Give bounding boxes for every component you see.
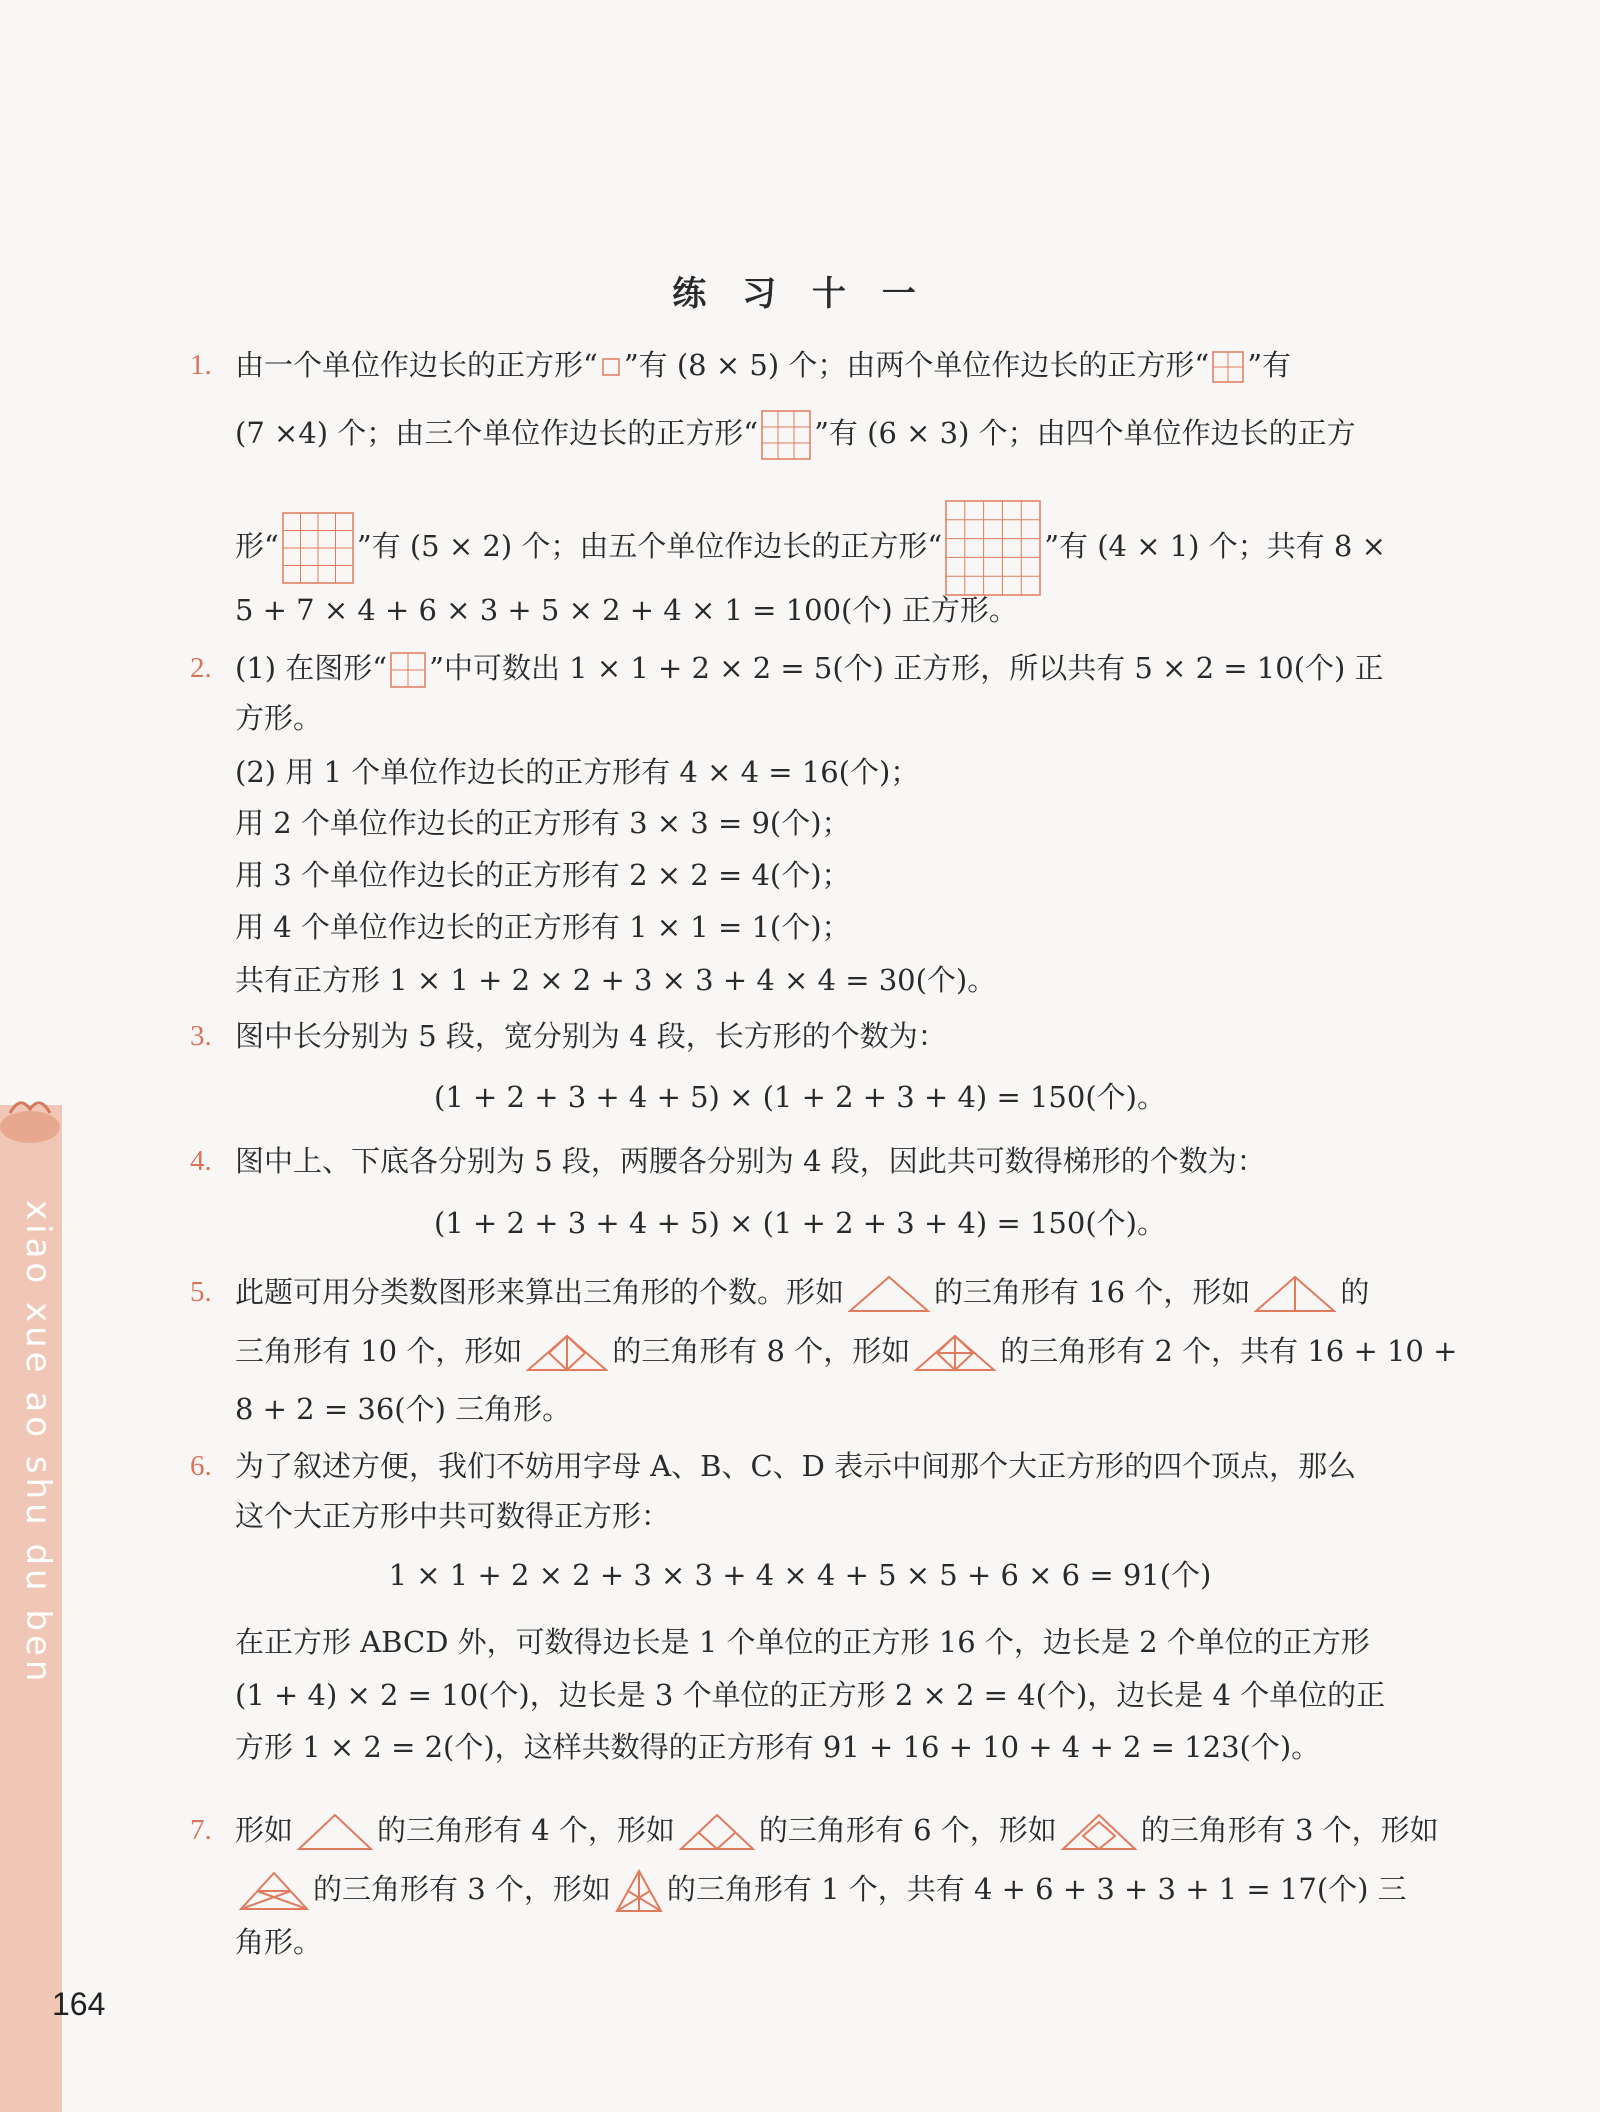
triangle-inner-v-icon bbox=[678, 1812, 756, 1852]
item-6-line-5: 方形 1 × 2 = 2(个)，这样共数得的正方形有 91 + 16 + 10 + 4 + 2 = 123(个)。 bbox=[235, 1730, 1321, 1764]
item-2-number: 2. bbox=[190, 652, 212, 684]
grid-3x3-icon bbox=[761, 410, 811, 460]
item-4-number: 4. bbox=[190, 1145, 212, 1177]
item-3-number: 3. bbox=[190, 1020, 212, 1052]
item-2-line-7: 共有正方形 1 × 1 + 2 × 2 + 3 × 3 + 4 × 4 = 30(个)。 bbox=[235, 963, 997, 997]
item-2-line-6: 用 4 个单位作边长的正方形有 1 × 1 = 1(个)； bbox=[235, 910, 851, 944]
item-2-line-4: 用 2 个单位作边长的正方形有 3 × 3 = 9(个)； bbox=[235, 806, 851, 840]
triangle-diamond-icon bbox=[525, 1333, 609, 1373]
item-4-formula: (1 + 2 + 3 + 4 + 5) × (1 + 2 + 3 + 4) = 150(个)。 bbox=[434, 1206, 1166, 1240]
item-5-line-3: 8 + 2 = 36(个) 三角形。 bbox=[235, 1392, 572, 1426]
page-title: 练 习 十 一 bbox=[672, 274, 928, 314]
item-2-line-3: (2) 用 1 个单位作边长的正方形有 4 × 4 = 16(个)； bbox=[235, 755, 920, 789]
page-number: 164 bbox=[52, 1986, 106, 2022]
item-6-number: 6. bbox=[190, 1450, 212, 1482]
item-1-number: 1. bbox=[190, 349, 212, 381]
item-6-line-2: 这个大正方形中共可数得正方形： bbox=[235, 1499, 671, 1533]
item-7-line-2: 的三角形有 3 个，形如 的三角形有 1 个，共有 4 + 6 + 3 + 3 + 1 = 17(个) 三 bbox=[235, 1868, 1407, 1914]
item-4-line-1: 图中上、下底各分别为 5 段，两腰各分别为 4 段，因此共可数得梯形的个数为： bbox=[235, 1144, 1266, 1178]
item-5-line-1: 此题可用分类数图形来算出三角形的个数。形如 的三角形有 16 个，形如 的 bbox=[235, 1272, 1369, 1314]
item-3-formula: (1 + 2 + 3 + 4 + 5) × (1 + 2 + 3 + 4) = 150(个)。 bbox=[434, 1080, 1166, 1114]
item-6-formula: 1 × 1 + 2 × 2 + 3 × 3 + 4 × 4 + 5 × 5 + 6 × 6 = 91(个) bbox=[388, 1558, 1212, 1592]
triangle-icon bbox=[847, 1274, 931, 1314]
triangle-lattice-icon bbox=[913, 1333, 997, 1373]
side-text: xiao xue ao shu du ben bbox=[18, 1200, 58, 1686]
item-2-line-5: 用 3 个单位作边长的正方形有 2 × 2 = 4(个)； bbox=[235, 858, 851, 892]
triangle-fan-icon bbox=[614, 1868, 664, 1914]
item-1-line-1: 由一个单位作边长的正方形“ ”有 (8 × 5) 个；由两个单位作边长的正方形“ ”有 bbox=[235, 348, 1292, 382]
item-6-line-4: (1 + 4) × 2 = 10(个)，边长是 3 个单位的正方形 2 × 2 = 4(个)，边长是 4 个单位的正 bbox=[235, 1678, 1386, 1712]
item-6-line-1: 为了叙述方便，我们不妨用字母 A、B、C、D 表示中间那个大正方形的四个顶点，那么 bbox=[235, 1449, 1357, 1483]
item-2-line-1: (1) 在图形“ ”中可数出 1 × 1 + 2 × 2 = 5(个) 正方形，所以共有 5 × 2 = 10(个) 正 bbox=[235, 648, 1384, 688]
item-5-number: 5. bbox=[190, 1276, 212, 1308]
triangle-split-icon bbox=[1253, 1274, 1337, 1314]
grid-1x1-icon bbox=[601, 357, 621, 377]
item-3-line-1: 图中长分别为 5 段，宽分别为 4 段，长方形的个数为： bbox=[235, 1019, 947, 1053]
grid-4x4-icon bbox=[282, 512, 354, 584]
item-5-line-2: 三角形有 10 个，形如 的三角形有 8 个，形如 的三角形有 2 个，共有 16 + 10 + bbox=[235, 1331, 1457, 1373]
item-7-line-1: 形如 的三角形有 4 个，形如 的三角形有 6 个，形如 的三角形有 3 个，形如 bbox=[235, 1810, 1439, 1852]
item-2-line-2: 方形。 bbox=[235, 701, 323, 735]
triangle-cross-icon bbox=[238, 1870, 310, 1912]
triangle-icon bbox=[296, 1812, 374, 1852]
triangle-inner-diamond-icon bbox=[1060, 1812, 1138, 1852]
item-1-line-4: 5 + 7 × 4 + 6 × 3 + 5 × 2 + 4 × 1 = 100(个) 正方形。 bbox=[235, 593, 1018, 627]
grid-5x5-icon bbox=[945, 500, 1041, 596]
item-6-line-3: 在正方形 ABCD 外，可数得边长是 1 个单位的正方形 16 个，边长是 2 个单位的正方形 bbox=[235, 1625, 1370, 1659]
item-7-number: 7. bbox=[190, 1814, 212, 1846]
grid-2x2-icon bbox=[1212, 351, 1244, 383]
item-7-line-3: 角形。 bbox=[235, 1925, 323, 1959]
item-1-line-2: (7 ×4) 个；由三个单位作边长的正方形“ ”有 (6 × 3) 个；由四个单位作边长的正方 bbox=[235, 410, 1356, 460]
grid-2x2-icon bbox=[390, 652, 426, 688]
item-1-line-3: 形“ ”有 (5 × 2) 个；由五个单位作边长的正方形“ ”有 (4 × 1) 个；共有 8 × bbox=[235, 500, 1386, 596]
